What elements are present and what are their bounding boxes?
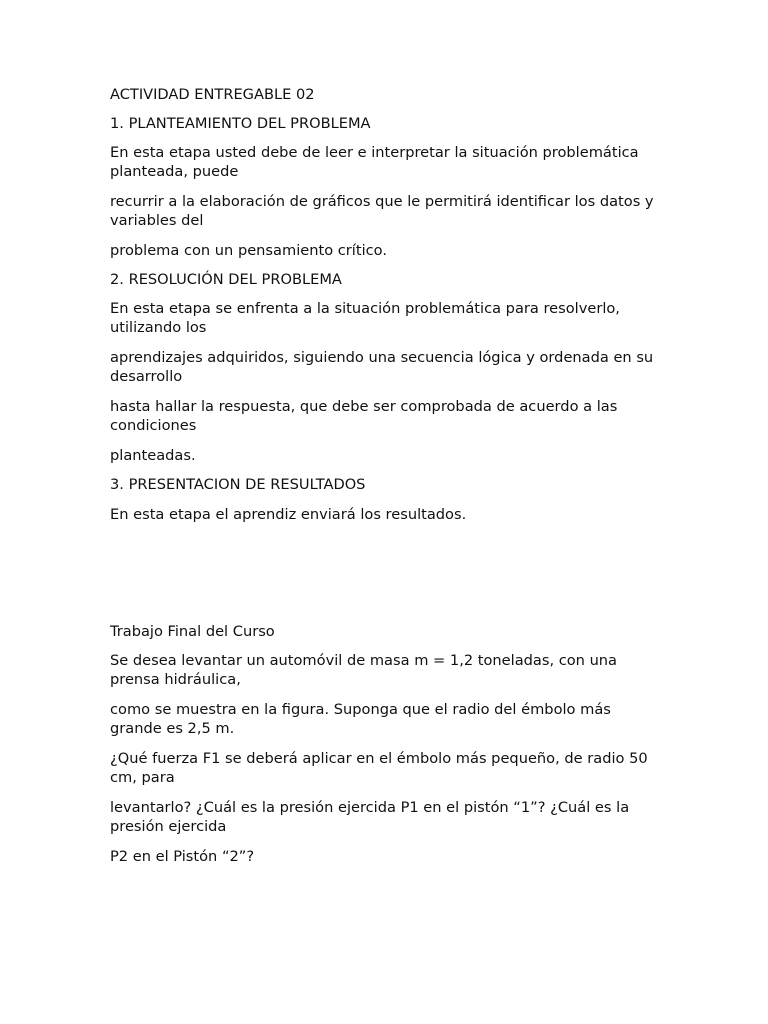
section-1-paragraph-2: recurrir a la elaboración de gráficos que le permitirá identificar los datos y variables del — [110, 193, 654, 229]
section-1-paragraph-3: problema con un pensamiento crítico. — [110, 242, 387, 259]
section-2-paragraph-2: aprendizajes adquiridos, siguiendo una secuencia lógica y ordenada en su desarrollo — [110, 349, 654, 385]
problem-paragraph-3: ¿Qué fuerza F1 se deberá aplicar en el émbolo más pequeño, de radio 50 cm, para — [110, 750, 648, 786]
problem-paragraph-5: P2 en el Pistón “2”? — [110, 848, 255, 865]
section-2-paragraph-4: planteadas. — [110, 447, 196, 464]
final-work-heading: Trabajo Final del Curso — [110, 623, 275, 640]
section-heading-1: 1. PLANTEAMIENTO DEL PROBLEMA — [110, 115, 371, 132]
section-2-paragraph-1: En esta etapa se enfrenta a la situación problemática para resolverlo, utilizando los — [110, 300, 620, 336]
problem-paragraph-4: levantarlo? ¿Cuál es la presión ejercida P1 en el pistón “1”? ¿Cuál es la presión ejercida — [110, 799, 630, 835]
section-heading-2: 2. RESOLUCIÓN DEL PROBLEMA — [110, 271, 342, 288]
section-2-paragraph-3: hasta hallar la respuesta, que debe ser comprobada de acuerdo a las condiciones — [110, 398, 618, 434]
problem-paragraph-1: Se desea levantar un automóvil de masa m = 1,2 toneladas, con una prensa hidráulica, — [110, 652, 618, 688]
problem-paragraph-2: como se muestra en la figura. Suponga que el radio del émbolo más grande es 2,5 m. — [110, 701, 611, 737]
section-3-paragraph-1: En esta etapa el aprendiz enviará los resultados. — [110, 506, 467, 523]
section-heading-3: 3. PRESENTACION DE RESULTADOS — [110, 476, 366, 493]
document-title: ACTIVIDAD ENTREGABLE 02 — [110, 86, 315, 103]
section-1-paragraph-1: En esta etapa usted debe de leer e interpretar la situación problemática planteada, puede — [110, 144, 639, 180]
